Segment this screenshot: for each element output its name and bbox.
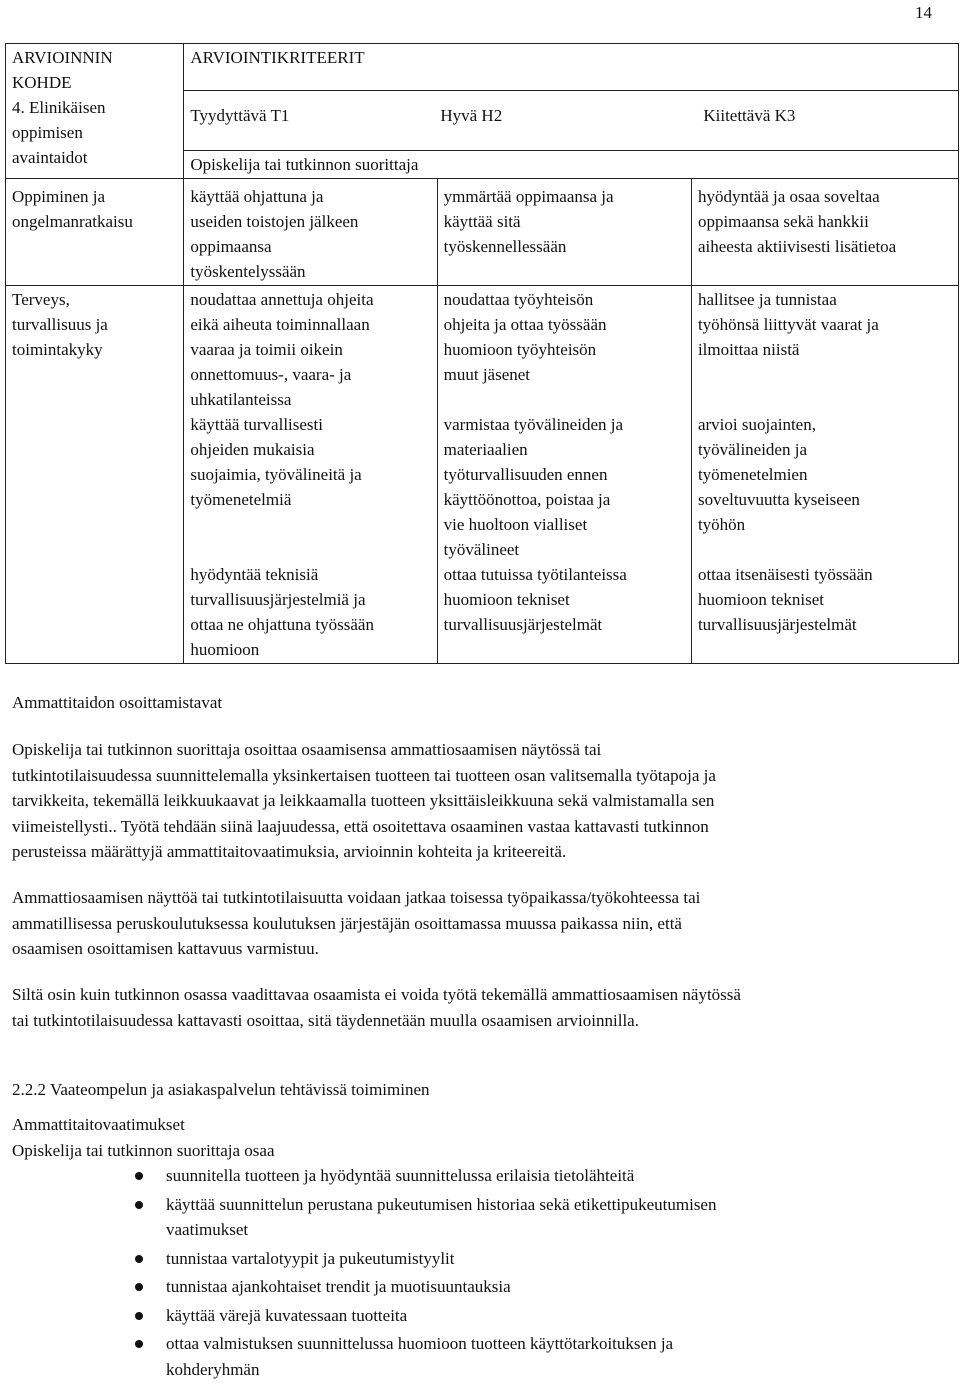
criteria-line: ottaa tutuissa työtilanteissa xyxy=(443,565,627,584)
list-item-line: kohderyhmän xyxy=(166,1359,260,1379)
paragraph-1 xyxy=(12,737,942,865)
target-header-line: KOHDE xyxy=(12,73,72,92)
paragraph-line: tai tutkintotilaisuudessa kattavasti osoittaa, sitä täydennetään muulla osaamisen arvioinnilla. xyxy=(12,1010,639,1030)
criteria-block xyxy=(444,412,685,562)
page-number: 14 xyxy=(915,3,932,22)
criteria-line: huomioon tekniset xyxy=(697,590,825,609)
criteria-block xyxy=(190,562,430,662)
level-t1: Tyydyttävä T1 xyxy=(190,106,290,125)
criteria-line: käyttöönottoa, poistaa ja xyxy=(443,490,611,509)
assessment-target xyxy=(6,286,184,664)
target-line: Oppiminen ja xyxy=(12,187,106,206)
paragraph-line: perusteissa määrättyjä ammattitaitovaatimuksia, arvioinnin kohteita ja kriteereitä. xyxy=(12,842,567,861)
table-row xyxy=(6,286,959,664)
level-h2: Hyvä H2 xyxy=(440,106,503,125)
paragraph-line: ammatillisessa peruskoulutuksessa koulutuksen järjestäjän osoittamassa muussa paikassa niin, että xyxy=(12,913,682,933)
section-heading: Ammattitaidon osoittamistavat xyxy=(12,693,223,712)
target-header-line: ARVIOINNIN xyxy=(12,48,113,67)
list-item-line: vaatimukset xyxy=(166,1220,249,1239)
criteria-line: hyödyntää ja osaa soveltaa xyxy=(697,187,880,206)
criteria-header: ARVIOINTIKRITEERIT xyxy=(190,48,365,67)
list-item xyxy=(0,1192,900,1243)
criteria-line: onnettomuus-, vaara- ja xyxy=(190,365,352,384)
criteria-line: turvallisuusjärjestelmiä ja xyxy=(190,590,366,609)
level-labels xyxy=(190,103,952,128)
subject-text: Opiskelija tai tutkinnon suorittaja xyxy=(190,155,419,174)
criteria-line: huomioon työyhteisön xyxy=(443,340,597,359)
target-line: ongelmanratkaisu xyxy=(12,212,133,231)
criteria-line: vie huoltoon vialliset xyxy=(443,515,588,534)
criteria-header-cell xyxy=(184,44,959,91)
criteria-line: arvioi suojainten, xyxy=(697,415,816,434)
section-2-2-2-heading xyxy=(12,1077,942,1103)
assessment-target xyxy=(6,179,184,286)
bullet-icon xyxy=(135,1283,143,1291)
target-header-line: avaintaidot xyxy=(12,148,88,167)
criteria-line: oppimaansa sekä hankkii xyxy=(697,212,869,231)
criteria-line: hyödyntää teknisiä xyxy=(190,565,319,584)
criteria-block xyxy=(698,287,952,412)
criteria-block xyxy=(444,287,685,412)
list-item-line: tunnistaa ajankohtaiset trendit ja muotisuuntauksia xyxy=(166,1277,511,1296)
criteria-line: työskentelyssään xyxy=(190,262,306,281)
criteria-line: työturvallisuuden ennen xyxy=(443,465,608,484)
criteria-line: työhön xyxy=(697,515,746,534)
criteria-line: aiheesta aktiivisesti lisätietoa xyxy=(697,237,897,256)
criteria-line: työvälineet xyxy=(443,540,520,559)
bullet-icon xyxy=(135,1255,143,1263)
list-item xyxy=(0,1163,900,1189)
assessment-criteria-table xyxy=(5,43,959,664)
criteria-line: muut jäsenet xyxy=(443,365,531,384)
criteria-k3 xyxy=(691,286,958,664)
bullet-icon xyxy=(135,1172,143,1180)
section-heading: 2.2.2 Vaateompelun ja asiakaspalvelun tehtävissä toimiminen xyxy=(12,1080,430,1099)
paragraph-line: Opiskelija tai tutkinnon suorittaja osoittaa osaamisensa ammattiosaamisen näytössä tai xyxy=(12,740,602,759)
criteria-line: useiden toistojen jälkeen xyxy=(190,212,359,231)
criteria-line: eikä aiheuta toiminnallaan xyxy=(190,315,370,334)
criteria-line: ottaa ne ohjattuna työssään xyxy=(190,615,374,634)
criteria-block xyxy=(190,287,430,412)
criteria-h2 xyxy=(437,286,691,664)
criteria-t1 xyxy=(184,286,437,664)
paragraph-line: tutkintotilaisuudessa suunnittelemalla yksinkertaisen tuotteen tai tuotteen osan valitsemalla työtapoja ja xyxy=(12,765,716,785)
target-line: Terveys, xyxy=(12,290,70,309)
target-header-line: oppimisen xyxy=(12,123,83,142)
criteria-line: työhönsä liittyvät vaarat ja xyxy=(697,315,879,334)
target-line: toimintakyky xyxy=(12,340,103,359)
criteria-line: noudattaa työyhteisön xyxy=(443,290,594,309)
criteria-line: uhkatilanteissa xyxy=(190,390,292,409)
criteria-h2 xyxy=(437,179,691,286)
levels-cell xyxy=(184,91,959,151)
criteria-line: käyttää sitä xyxy=(443,212,521,231)
criteria-line: hallitsee ja tunnistaa xyxy=(697,290,837,309)
criteria-line: vaaraa ja toimii oikein xyxy=(190,340,343,359)
paragraph-line: osaamisen osoittamisen kattavuus varmistuu. xyxy=(12,939,319,958)
criteria-line: huomioon tekniset xyxy=(443,590,570,609)
criteria-line: turvallisuusjärjestelmät xyxy=(697,615,857,634)
criteria-block xyxy=(190,412,430,562)
subject-cell xyxy=(184,151,959,179)
criteria-line: noudattaa annettuja ohjeita xyxy=(190,290,374,309)
intro-line: Opiskelija tai tutkinnon suorittaja osaa xyxy=(12,1140,275,1160)
criteria-line: turvallisuusjärjestelmät xyxy=(443,615,603,634)
criteria-line: käyttää turvallisesti xyxy=(190,415,323,434)
criteria-line: ohjeiden mukaisia xyxy=(190,440,315,459)
paragraph-line: tarvikkeita, tekemällä leikkuukaavat ja leikkaamalla tuotteen yksittäisleikkuuna sekä valmistamalla sen xyxy=(12,791,715,810)
list-item xyxy=(0,1303,900,1329)
bullet-icon xyxy=(135,1340,143,1348)
criteria-block xyxy=(698,562,952,637)
requirements-intro xyxy=(12,1112,942,1163)
level-k3: Kiitettävä K3 xyxy=(703,106,796,125)
criteria-t1 xyxy=(184,179,437,286)
criteria-line: ottaa itsenäisesti työssään xyxy=(697,565,873,584)
criteria-line: suojaimia, työvälineitä ja xyxy=(190,465,362,484)
bullet-icon xyxy=(135,1201,143,1209)
criteria-block xyxy=(444,562,685,637)
paragraph-line: Siltä osin kuin tutkinnon osassa vaadittavaa osaamista ei voida työtä tekemällä ammattiosaamisen näytössä xyxy=(12,985,741,1004)
bullet-icon xyxy=(135,1312,143,1320)
paragraph-2 xyxy=(12,885,942,962)
criteria-line: ohjeita ja ottaa työssään xyxy=(443,315,607,334)
criteria-line: huomioon xyxy=(190,640,260,659)
criteria-line: työvälineiden ja xyxy=(697,440,808,459)
criteria-line: käyttää ohjattuna ja xyxy=(190,187,324,206)
list-item-line: ottaa valmistuksen suunnittelussa huomioon tuotteen käyttötarkoituksen ja xyxy=(166,1334,674,1353)
criteria-block xyxy=(698,412,952,562)
target-line: turvallisuus ja xyxy=(12,315,108,334)
list-item xyxy=(0,1246,900,1272)
criteria-k3 xyxy=(691,179,958,286)
table-row xyxy=(6,179,959,286)
criteria-line: ilmoittaa niistä xyxy=(697,340,800,359)
list-item-line: tunnistaa vartalotyypit ja pukeutumistyylit xyxy=(166,1248,455,1268)
list-item-line: käyttää värejä kuvatessaan tuotteita xyxy=(166,1305,408,1325)
paragraph-3 xyxy=(12,982,942,1033)
criteria-line: materiaalien xyxy=(443,440,528,459)
target-header-line: 4. Elinikäisen xyxy=(12,98,106,117)
requirements-list xyxy=(0,1163,900,1385)
criteria-line: työskennellessään xyxy=(443,237,567,256)
list-item-line: käyttää suunnittelun perustana pukeutumisen historiaa sekä etikettipukeutumisen xyxy=(166,1194,717,1214)
heading-demonstration-methods xyxy=(12,690,942,716)
subheading: Ammattitaitovaatimukset xyxy=(12,1115,185,1134)
paragraph-line: viimeistellysti.. Työtä tehdään siinä laajuudessa, että osoitettava osaaminen vastaa kattavasti tutkinnon xyxy=(12,816,709,836)
target-header-cell xyxy=(6,44,184,179)
list-item xyxy=(0,1331,900,1382)
list-item-line: suunnitella tuotteen ja hyödyntää suunnittelussa erilaisia tietolähteitä xyxy=(166,1166,635,1185)
criteria-line: työmenetelmiä xyxy=(190,490,292,509)
list-item xyxy=(0,1274,900,1300)
paragraph-line: Ammattiosaamisen näyttöä tai tutkintotilaisuutta voidaan jatkaa toisessa työpaikassa/työkohteessa tai xyxy=(12,888,701,907)
criteria-line: ymmärtää oppimaansa ja xyxy=(443,187,614,206)
criteria-line: soveltuvuutta kyseiseen xyxy=(697,490,860,509)
criteria-line: työmenetelmien xyxy=(697,465,808,484)
criteria-line: varmistaa työvälineiden ja xyxy=(443,415,624,434)
criteria-line: oppimaansa xyxy=(190,237,272,256)
